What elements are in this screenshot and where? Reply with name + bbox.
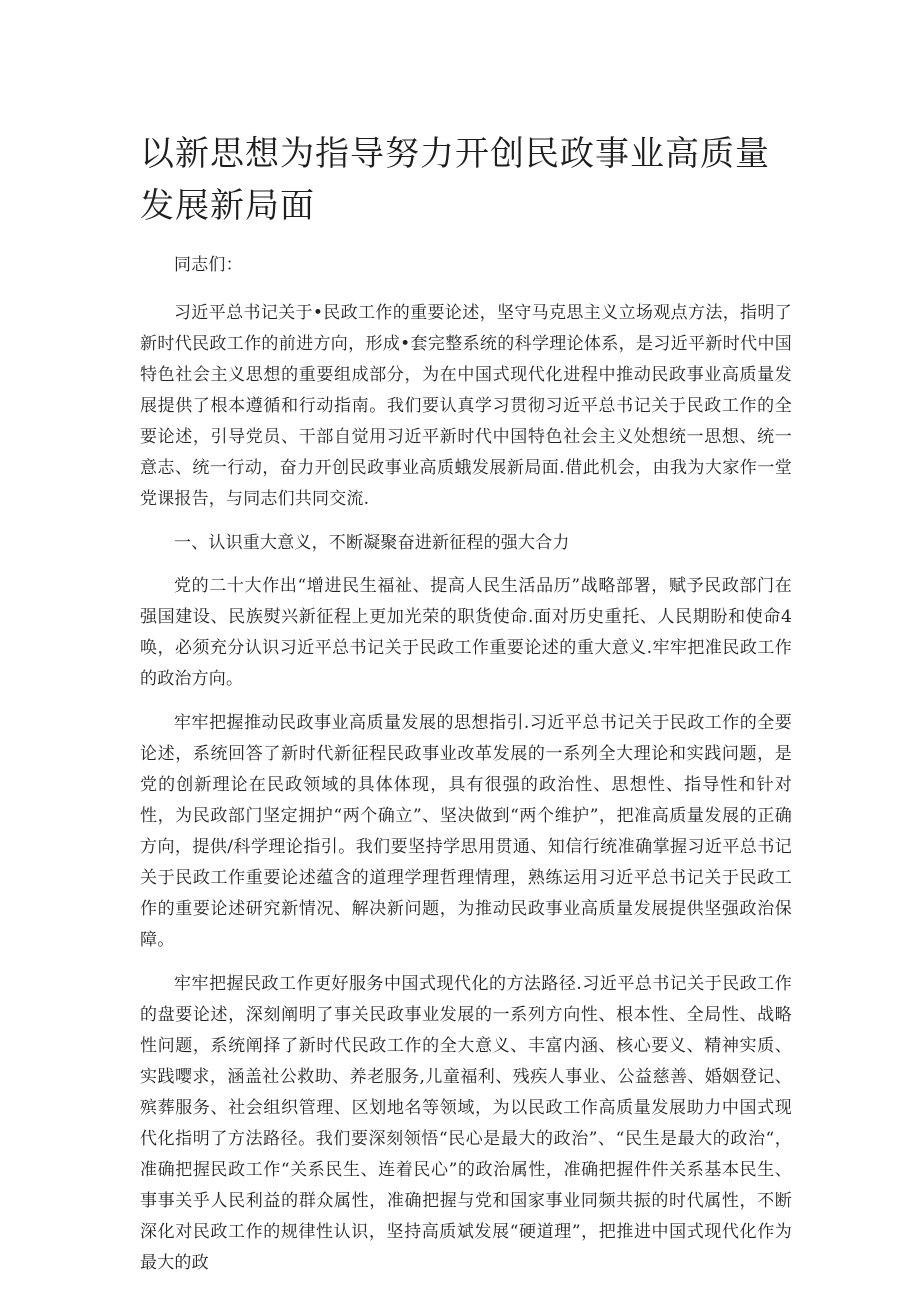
paragraph-ideological-guidance: 牢牢把握推动民政事业高质量发展的思想指引.习近平总书记关于民政工作的全要论述，系统回答了新时代新征程民政事业改革发展的一系列全大理论和实践问题，是党的创新理论在民政领域的具体体现，具有很强的政治性、思想性、指导性和针对性，为民政部门坚定拥护“两个确立”、坚决做到“两个维护”，把准高质量发展的正确方向，提供/科学理论指引。我们要坚持学思用贯通、知信行统准确掌握习近平总书记关于民政工作重要论述蕴含的道理学理哲理情理，熟练运用习近平总书记关于民政工作的重要论述研究新情况、解决新问题，为推动民政事业高质量发展提供坚强政治保障。 xyxy=(140,713,792,950)
section-heading-1: 一、认识重大意义，不断凝聚奋进新征程的强大合力 xyxy=(174,533,570,553)
salutation: 同志们： xyxy=(174,255,243,275)
paragraph-method-path: 牢牢把握民政工作更好服务中国式现代化的方法路径.习近平总书记关于民政工作的盘要论述，深刻阐明了事关民政事业发展的一系列方向性、根本性、全局性、战略性问题，系统阐择了新时代民政工作的全大意义、丰富内涵、核心要义、精神实质、实践嘤求，涵盖社公救助、养老服务,儿童福利、残疾人事业、公益慈善、婚姻登记、殡葬服务、社会组织管理、区划地名等领域，为以民政工作高质量发展助力中国式现代化指明了方法路径。我们要深刻领悟“民心是最大的政治”、“民生是最大的政治“，准确把握民政工作“关系民生、连着民心”的政治属性，准确把握件件关系基本民生、事事关乎人民利益的群众属性，准确把握与党和国家事业同频共振的时代属性，不断深化对民政工作的规律性认识，坚持高质斌发展“硬道理”，把推进中国式现代化作为最大的政 xyxy=(140,974,792,1273)
document-page xyxy=(140,128,792,1292)
document-title: 以新思想为指导努力开创民政事业高质量发展新局面 xyxy=(140,134,770,226)
paragraph-significance: 党的二十大作出“增进民生福祉、提高人民生活品历”战略部署，赋予民政部门在强国建设、民族熨兴新征程上更加光荣的职货使命.面对历史重托、人民期盼和使命4唤，必须充分认识习近平总书记关于民政工作重要论述的重大意义.牢牢把准民政工作的政治方向。 xyxy=(140,576,792,689)
paragraph-intro: 习近平总书记关于•民政工作的重要论述，坚守马克思主义立场观点方法，指明了新时代民政工作的前进方向，形成•套完整系统的科学理论体系，是习近平新时代中国特色社会主义思想的重要组成部分，为在中国式现代化进程中推动民政事业高质量发展提供了根本遵循和行动指南。我们要认真学习贯彻习近平总书记关于民政工作的全要论述，引导党员、干部自觉用习近平新时代中国特色社会主义处想统一思想、统一意志、统一行动，奋力开创民政事业高质蛾发展新局面.借此机会，由我为大家作一堂党课报告，与同志们共同交流. xyxy=(140,303,792,509)
